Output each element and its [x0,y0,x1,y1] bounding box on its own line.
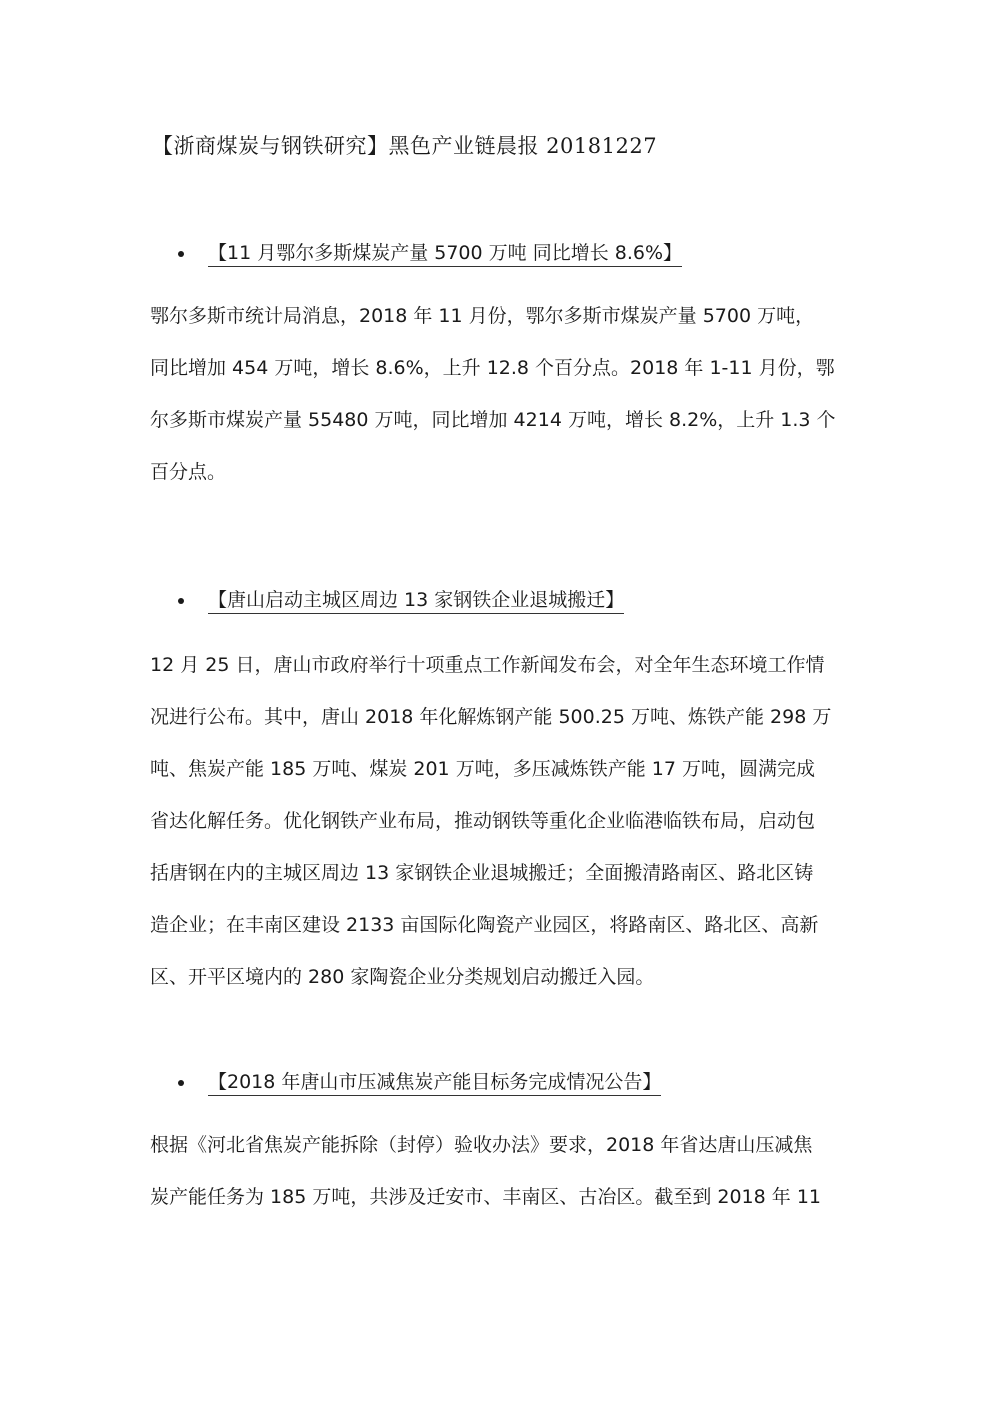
section-heading-link[interactable]: 【2018 年唐山市压减焦炭产能目标务完成情况公告】 [208,1070,661,1096]
body-line: 吨、焦炭产能 185 万吨、煤炭 201 万吨，多压减炼铁产能 17 万吨，圆满完成 [150,758,815,780]
body-line: 况进行公布。其中，唐山 2018 年化解炼钢产能 500.25 万吨、炼铁产能 298 万 [150,706,832,728]
body-line: 尔多斯市煤炭产量 55480 万吨，同比增加 4214 万吨，增长 8.2%，上升 1.3 个 [150,409,836,431]
body-line: 炭产能任务为 185 万吨，共涉及迁安市、丰南区、古冶区。截至到 2018 年 11 [150,1186,821,1208]
section-body [150,639,850,1003]
bullet-icon [178,251,184,257]
body-line: 根据《河北省焦炭产能拆除（封停）验收办法》要求，2018 年省达唐山压减焦 [150,1134,813,1156]
bullet-icon [178,598,184,604]
section-heading-link[interactable]: 【唐山启动主城区周边 13 家钢铁企业退城搬迁】 [208,588,624,614]
body-line: 百分点。 [150,461,227,483]
body-line: 造企业；在丰南区建设 2133 亩国际化陶瓷产业园区，将路南区、路北区、高新 [150,914,819,936]
document-title: 【浙商煤炭与钢铁研究】黑色产业链晨报 20181227 [152,134,658,158]
section-heading-row [178,240,682,268]
section-body [150,1119,850,1223]
body-line: 12 月 25 日，唐山市政府举行十项重点工作新闻发布会，对全年生态环境工作情 [150,654,825,676]
bullet-icon [178,1080,184,1086]
section-heading-link[interactable]: 【11 月鄂尔多斯煤炭产量 5700 万吨 同比增长 8.6%】 [208,241,682,267]
body-line: 同比增加 454 万吨，增长 8.6%，上升 12.8 个百分点。2018 年 1-11 月份，鄂 [150,357,835,379]
body-line: 区、开平区境内的 280 家陶瓷企业分类规划启动搬迁入园。 [150,966,655,988]
section-body [150,290,850,498]
section-heading-row [178,1069,661,1097]
body-line: 省达化解任务。优化钢铁产业布局，推动钢铁等重化企业临港临铁布局，启动包 [150,810,816,832]
section-heading-row [178,587,624,615]
body-line: 鄂尔多斯市统计局消息，2018 年 11 月份，鄂尔多斯市煤炭产量 5700 万吨， [150,305,815,327]
body-line: 括唐钢在内的主城区周边 13 家钢铁企业退城搬迁；全面搬清路南区、路北区铸 [150,862,814,884]
